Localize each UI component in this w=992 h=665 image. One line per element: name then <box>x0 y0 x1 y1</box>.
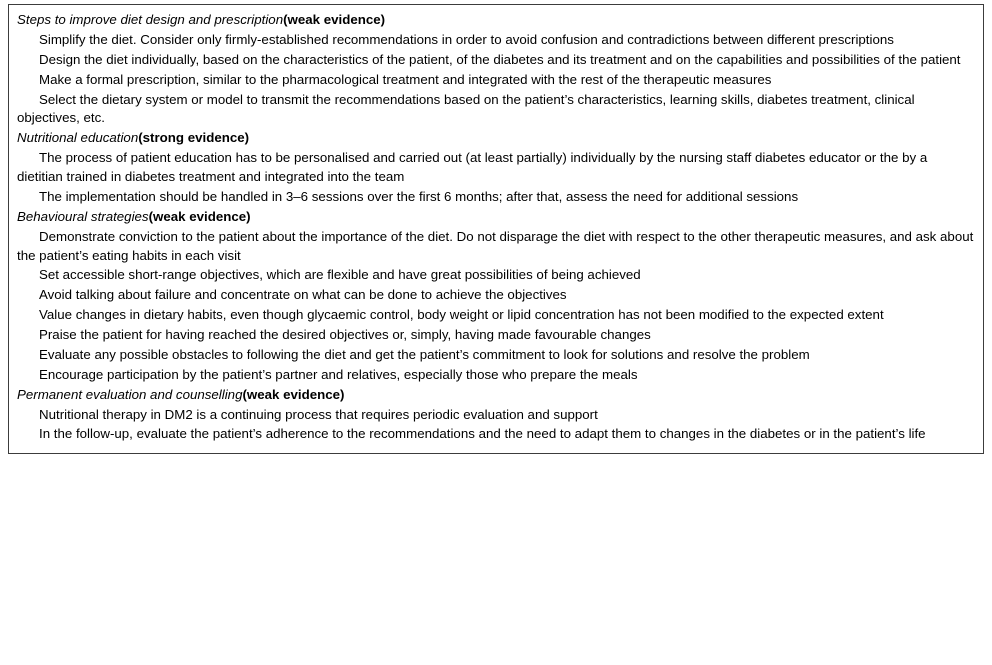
list-item: Simplify the diet. Consider only firmly-established recommendations in order to avoid confusion and contradictions between different prescriptions <box>39 31 894 47</box>
section-heading <box>17 129 975 148</box>
section-title: Nutritional education <box>17 130 139 146</box>
section-evidence-level: (strong evidence) <box>138 130 250 146</box>
section-nutritional-education <box>17 129 975 207</box>
table-cell-content <box>9 5 984 454</box>
list-item: Set accessible short-range objectives, which are flexible and have great possibilities of being achieved <box>39 267 641 283</box>
list-item: Select the dietary system or model to transmit the recommendations based on the patient’s characteristics, learning skills, diabetes treatment, clinical objectives, etc. <box>17 91 915 126</box>
list-item: Make a formal prescription, similar to the pharmacological treatment and integrated with the rest of the therapeutic measures <box>39 71 772 87</box>
section-permanent-evaluation-and-counselling <box>17 386 975 445</box>
table-row <box>9 5 984 454</box>
section-heading <box>17 208 975 227</box>
section-steps-to-improve-diet-design-and-prescription <box>17 11 975 128</box>
list-item: Avoid talking about failure and concentrate on what can be done to achieve the objectives <box>39 287 567 303</box>
list-item: Encourage participation by the patient’s partner and relatives, especially those who prepare the meals <box>39 366 638 382</box>
list-item: In the follow-up, evaluate the patient’s adherence to the recommendations and the need to adapt them to changes in the diabetes or in the patient’s life <box>39 426 926 442</box>
list-item: The implementation should be handled in 3–6 sessions over the first 6 months; after that, assess the need for additional sessions <box>39 188 799 204</box>
section-evidence-level: (weak evidence) <box>242 386 345 402</box>
document-body <box>0 4 992 665</box>
list-item: Design the diet individually, based on the characteristics of the patient, of the diabetes and its treatment and on the capabilities and possibilities of the patient <box>39 51 961 67</box>
section-title: Steps to improve diet design and prescription <box>17 12 284 27</box>
list-item: Value changes in dietary habits, even though glycaemic control, body weight or lipid concentration has not been modified to the expected extent <box>39 307 884 323</box>
section-behavioural-strategies <box>17 208 975 385</box>
section-title: Permanent evaluation and counselling <box>17 386 243 402</box>
list-item: Nutritional therapy in DM2 is a continuing process that requires periodic evaluation and support <box>39 406 598 422</box>
list-item: The process of patient education has to be personalised and carried out (at least partially) individually by the nursing staff diabetes educator or the by a dietitian trained in diabetes treatment and integrated into the team <box>17 150 928 184</box>
list-item: Praise the patient for having reached the desired objectives or, simply, having made favourable changes <box>39 327 651 342</box>
list-item: Evaluate any possible obstacles to following the diet and get the patient’s commitment to look for solutions and resolve the problem <box>39 346 810 362</box>
section-heading <box>17 11 975 30</box>
section-title: Behavioural strategies <box>17 208 149 224</box>
section-evidence-level: (weak evidence) <box>148 208 251 224</box>
section-evidence-level: (weak evidence) <box>283 12 386 27</box>
recommendations-table <box>8 4 984 454</box>
list-item: Demonstrate conviction to the patient about the importance of the diet. Do not disparage the diet with respect to the other therapeutic measures, and ask about the patient’s eating habits in each visit <box>17 228 974 263</box>
section-heading <box>17 386 975 405</box>
